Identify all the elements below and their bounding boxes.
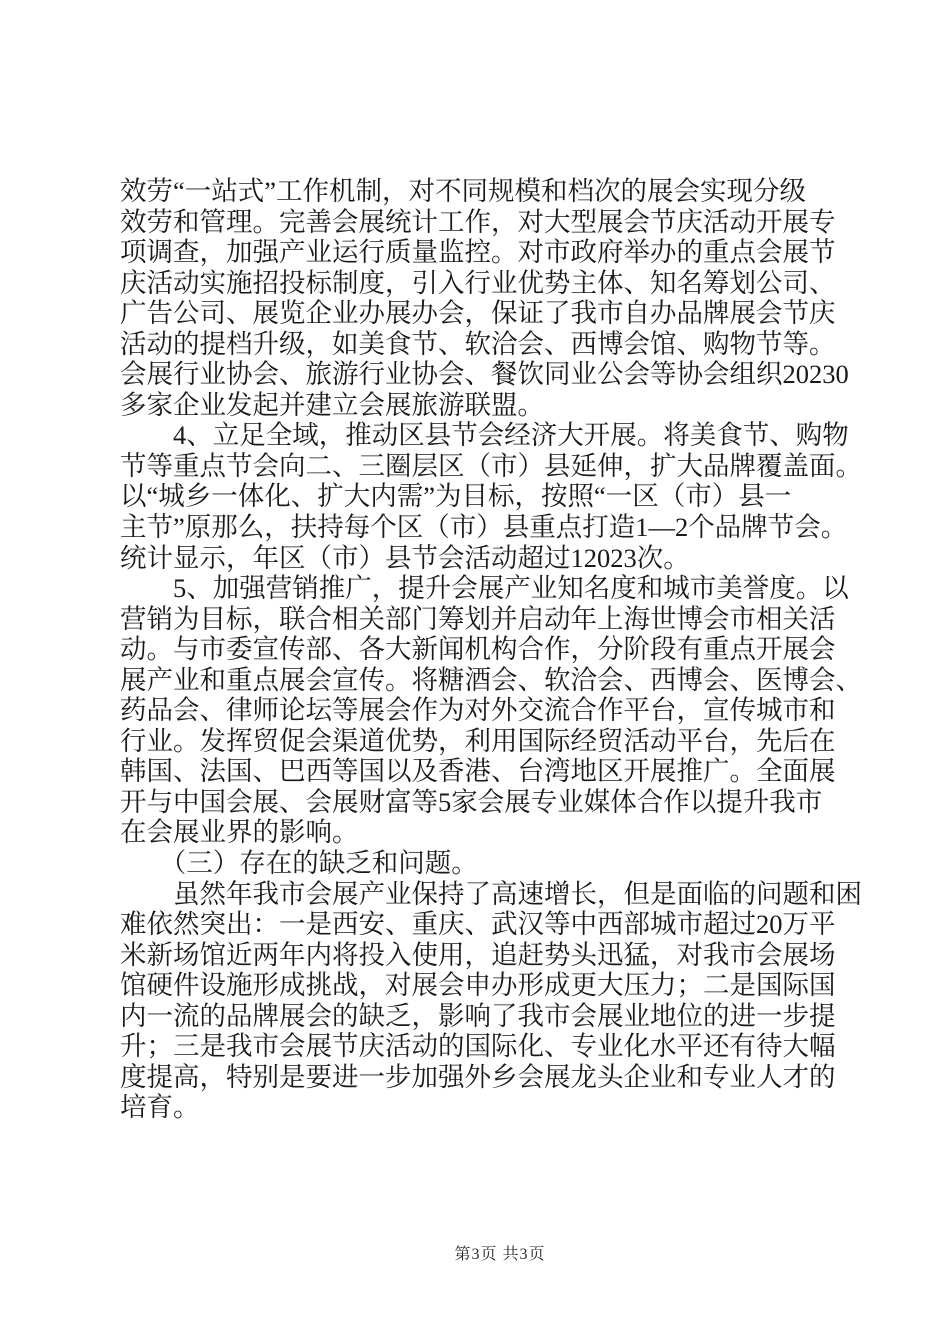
text-line: 在会展业界的影响。 — [120, 817, 359, 848]
text-line: 广告公司、展览企业办展办会，保证了我市自办品牌展会节庆 — [120, 298, 836, 329]
text-line: 效劳“一站式”工作机制，对不同规模和档次的展会实现分级 — [120, 176, 807, 206]
text-line: 升；三是我市会展节庆活动的国际化、专业化水平还有待大幅 — [120, 1031, 836, 1062]
page-footer — [25, 1241, 950, 1264]
text-line: 内一流的品牌展会的缺乏，影响了我市会展业地位的进一步提 — [120, 1000, 836, 1031]
text-line: 4、立足全域，推动区县节会经济大开展。将美食节、购物 — [120, 420, 849, 451]
text-line: 庆活动实施招投标制度，引入行业优势主体、知名筹划公司、 — [120, 267, 836, 298]
text-line: 难依然突出：一是西安、重庆、武汉等中西部城市超过20万平 — [120, 909, 836, 940]
text-line: 馆硬件设施形成挑战，对展会申办形成更大压力；二是国际国 — [120, 970, 836, 1001]
text-line: 主节”原那么，扶持每个区（市）县重点打造1—2个品牌节会。 — [120, 512, 848, 543]
text-line: 项调查，加强产业运行质量监控。对市政府举办的重点会展节 — [120, 237, 836, 268]
text-line: 虽然年我市会展产业保持了高速增长，但是面临的问题和困 — [120, 878, 862, 909]
text-line: 开与中国会展、会展财富等5家会展专业媒体合作以提升我市 — [120, 786, 823, 817]
text-line: 动。与市委宣传部、各大新闻机构合作，分阶段有重点开展会 — [120, 634, 836, 665]
text-line: 多家企业发起并建立会展旅游联盟。 — [120, 389, 544, 420]
text-line: 效劳和管理。完善会展统计工作，对大型展会节庆活动开展专 — [120, 206, 836, 237]
text-line: 节等重点节会向二、三圈层区（市）县延伸，扩大品牌覆盖面。 — [120, 450, 862, 481]
text-line: （三）存在的缺乏和问题。 — [120, 848, 478, 879]
document-body — [120, 176, 862, 1123]
page-number-label: 第3页 共3页 — [454, 1246, 546, 1263]
text-line: 会展行业协会、旅游行业协会、餐饮同业公会等协会组织20230 — [120, 359, 849, 390]
text-line: 韩国、法国、巴西等国以及香港、台湾地区开展推广。全面展 — [120, 756, 836, 787]
text-line: 以“城乡一体化、扩大内需”为目标，按照“一区（市）县一 — [120, 481, 792, 512]
text-line: 活动的提档升级，如美食节、软洽会、西博会馆、购物节等。 — [120, 328, 836, 359]
text-line: 药品会、律师论坛等展会作为对外交流合作平台，宣传城市和 — [120, 695, 836, 726]
text-line: 5、加强营销推广，提升会展产业知名度和城市美誉度。以 — [120, 573, 849, 604]
text-line: 营销为目标，联合相关部门筹划并启动年上海世博会市相关活 — [120, 603, 836, 634]
text-line: 度提高，特别是要进一步加强外乡会展龙头企业和专业人才的 — [120, 1061, 836, 1092]
text-line: 统计显示，年区（市）县节会活动超过12023次。 — [120, 542, 690, 573]
text-line: 培育。 — [120, 1092, 200, 1123]
text-line: 展产业和重点展会宣传。将糖酒会、软洽会、西博会、医博会、 — [120, 664, 862, 695]
text-line: 行业。发挥贸促会渠道优势，利用国际经贸活动平台，先后在 — [120, 725, 836, 756]
text-line: 米新场馆近两年内将投入使用，追赶势头迅猛，对我市会展场 — [120, 939, 836, 970]
